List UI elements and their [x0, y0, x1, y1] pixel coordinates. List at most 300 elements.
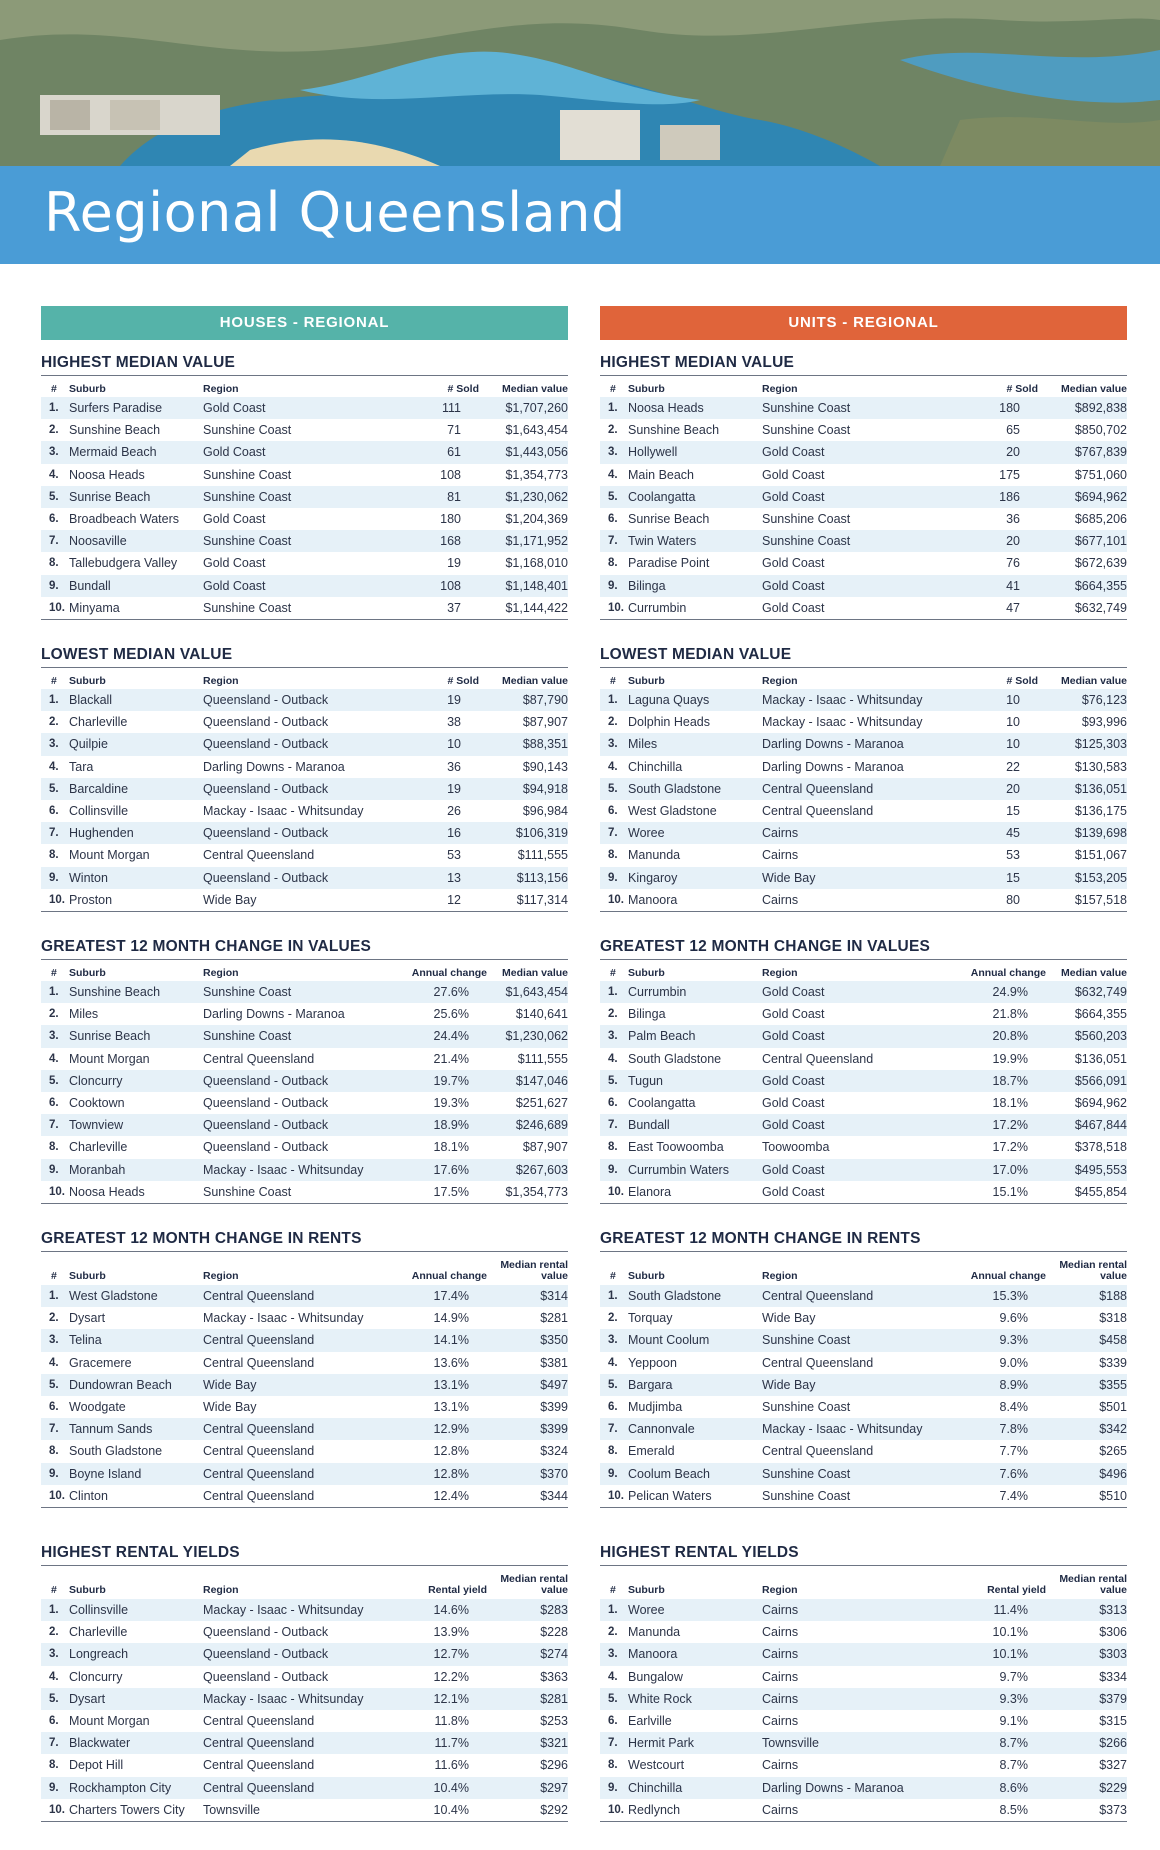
column-header: Region [762, 383, 798, 395]
rank-cell: 5. [41, 1070, 69, 1092]
metric-cell: 11.6% [434, 1758, 469, 1773]
region-cell: Central Queensland [203, 1444, 315, 1459]
table-row [41, 486, 568, 508]
region-cell: Gold Coast [203, 556, 266, 571]
metric-cell: 81 [399, 486, 487, 508]
metric-cell: 19 [399, 689, 487, 711]
table-row [600, 1003, 1127, 1025]
region-cell: Cairns [762, 822, 958, 844]
suburb-cell: Sunrise Beach [69, 1025, 203, 1047]
suburb-cell: Currumbin [628, 597, 762, 620]
rank-cell: 3. [41, 1025, 69, 1047]
value-cell: $136,175 [1074, 804, 1127, 819]
suburb-cell: Sunshine Beach [69, 423, 161, 438]
value-cell: $153,205 [1046, 867, 1127, 889]
region-cell: Cairns [762, 1625, 799, 1640]
rank-cell: 3. [600, 733, 628, 755]
metric-cell: 19.3% [433, 1096, 469, 1111]
region-cell: Mackay - Isaac - Whitsunday [203, 1599, 399, 1621]
value-cell: $378,518 [1074, 1140, 1127, 1155]
region-cell: Sunshine Coast [762, 1400, 851, 1415]
section-title: HIGHEST RENTAL YIELDS [600, 1544, 1127, 1566]
metric-cell: 76 [1006, 556, 1020, 571]
rank-cell: 2. [608, 716, 618, 729]
suburb-cell: Collinsville [69, 1599, 203, 1621]
column-header: # [51, 675, 57, 687]
table-row [41, 1643, 568, 1665]
section-title: GREATEST 12 MONTH CHANGE IN VALUES [600, 938, 1127, 960]
region-cell: Wide Bay [762, 1311, 816, 1326]
suburb-cell: Coolangatta [628, 486, 762, 508]
suburb-cell: Currumbin Waters [628, 1159, 762, 1181]
suburb-cell: Bargara [628, 1374, 762, 1396]
value-cell: $1,144,422 [487, 597, 568, 620]
rank-cell: 7. [41, 822, 69, 844]
table-row [41, 733, 568, 755]
suburb-cell: Cloncurry [69, 1669, 123, 1684]
region-cell: Central Queensland [203, 1051, 315, 1066]
table-row [41, 1396, 568, 1418]
value-cell: $1,443,056 [487, 441, 568, 463]
value-cell: $379 [1046, 1688, 1127, 1710]
region-cell: Central Queensland [203, 1485, 399, 1508]
table-row [600, 889, 1127, 912]
houses-column [41, 306, 568, 1817]
value-cell: $318 [1099, 1311, 1127, 1326]
rank-cell: 6. [49, 1401, 59, 1414]
suburb-cell: Quilpie [69, 733, 203, 755]
rank-cell: 6. [49, 1097, 59, 1110]
region-cell: Sunshine Coast [762, 397, 958, 419]
metric-cell: 17.5% [399, 1181, 487, 1204]
region-cell: Sunshine Coast [762, 1463, 958, 1485]
ranking-table [41, 668, 568, 912]
value-cell: $1,230,062 [487, 1025, 568, 1047]
table-row [600, 1643, 1127, 1665]
rank-cell: 3. [600, 1643, 628, 1665]
rank-cell: 3. [600, 1329, 628, 1351]
table-row [600, 1136, 1127, 1158]
suburb-cell: Kingaroy [628, 867, 762, 889]
suburb-cell: Redlynch [628, 1799, 762, 1822]
table-row [41, 1181, 568, 1204]
table-row [41, 530, 568, 552]
column-header: Median value [502, 675, 568, 687]
suburb-cell: Dysart [69, 1311, 106, 1326]
table-row [600, 1114, 1127, 1136]
suburb-cell: Sunshine Beach [628, 423, 720, 438]
houses-section-highest-rental-yields [41, 1544, 568, 1822]
value-cell: $1,707,260 [487, 397, 568, 419]
table-row [600, 464, 1127, 486]
region-cell: Darling Downs - Maranoa [762, 1777, 958, 1799]
rank-cell: 5. [41, 1688, 69, 1710]
column-header: Region [203, 967, 239, 979]
suburb-cell: Main Beach [628, 467, 695, 482]
ranking-table [41, 376, 568, 620]
metric-cell: 41 [958, 575, 1046, 597]
table-row [41, 1352, 568, 1374]
section-title: HIGHEST MEDIAN VALUE [600, 354, 1127, 376]
column-header: # [51, 1584, 57, 1596]
rank-cell: 7. [600, 530, 628, 552]
value-cell: $355 [1046, 1374, 1127, 1396]
region-cell: Gold Coast [762, 1096, 825, 1111]
value-cell: $672,639 [1074, 556, 1127, 571]
column-header: Suburb [628, 1270, 665, 1282]
suburb-cell: Mount Coolum [628, 1329, 762, 1351]
value-cell: $265 [1099, 1444, 1127, 1459]
suburb-cell: Twin Waters [628, 530, 762, 552]
table-row [41, 867, 568, 889]
metric-cell: 10.4% [399, 1799, 487, 1822]
region-cell: Queensland - Outback [203, 1070, 399, 1092]
houses-section-greatest-change-values [41, 938, 568, 1204]
metric-cell: 111 [399, 397, 487, 419]
rank-cell: 5. [41, 486, 69, 508]
region-cell: Queensland - Outback [203, 1140, 329, 1155]
column-header: # Sold [447, 383, 479, 395]
value-cell: $111,555 [517, 1051, 568, 1066]
value-cell: $677,101 [1046, 530, 1127, 552]
metric-cell: 45 [958, 822, 1046, 844]
value-cell: $344 [487, 1485, 568, 1508]
rank-cell: 10. [600, 597, 628, 620]
metric-cell: 15.1% [958, 1181, 1046, 1204]
metric-cell: 8.6% [958, 1777, 1046, 1799]
region-cell: Central Queensland [762, 1444, 874, 1459]
metric-cell: 19.7% [399, 1070, 487, 1092]
table-row [600, 1307, 1127, 1329]
rank-cell: 4. [608, 1052, 618, 1065]
metric-cell: 15.3% [958, 1285, 1046, 1307]
column-header: Annual change [411, 1270, 487, 1282]
rank-cell: 9. [600, 1777, 628, 1799]
region-cell: Queensland - Outback [203, 822, 399, 844]
suburb-cell: Woree [628, 1599, 762, 1621]
metric-cell: 9.1% [999, 1714, 1028, 1729]
column-header: Median value [502, 383, 568, 395]
table-row [600, 397, 1127, 419]
ranking-table [600, 668, 1127, 912]
table-row [600, 1710, 1127, 1732]
table-row [41, 1285, 568, 1307]
table-row [41, 397, 568, 419]
rank-cell: 5. [600, 486, 628, 508]
suburb-cell: Sunrise Beach [69, 486, 203, 508]
rank-cell: 9. [600, 867, 628, 889]
table-row [41, 1418, 568, 1440]
table-row [41, 1666, 568, 1688]
rank-cell: 6. [608, 513, 618, 526]
region-cell: Sunshine Coast [203, 981, 399, 1003]
rank-cell: 7. [600, 1418, 628, 1440]
suburb-cell: Palm Beach [628, 1025, 762, 1047]
ranking-table [41, 1252, 568, 1508]
region-cell: Gold Coast [762, 486, 958, 508]
region-cell: Sunshine Coast [203, 597, 399, 620]
metric-cell: 11.8% [434, 1714, 469, 1729]
value-cell: $566,091 [1046, 1070, 1127, 1092]
column-header: Suburb [69, 675, 106, 687]
rank-cell: 8. [49, 849, 59, 862]
value-cell: $303 [1046, 1643, 1127, 1665]
value-cell: $1,171,952 [487, 530, 568, 552]
value-cell: $315 [1099, 1714, 1127, 1729]
rank-cell: 5. [600, 1070, 628, 1092]
value-cell: $297 [487, 1777, 568, 1799]
metric-cell: 13.6% [433, 1355, 469, 1370]
region-cell: Central Queensland [203, 1777, 399, 1799]
metric-cell: 13.1% [399, 1374, 487, 1396]
table-row [600, 1621, 1127, 1643]
suburb-cell: Manoora [628, 1643, 762, 1665]
region-cell: Wide Bay [203, 889, 399, 912]
region-cell: Central Queensland [203, 1355, 315, 1370]
rank-cell: 10. [41, 597, 69, 620]
region-cell: Central Queensland [762, 1051, 874, 1066]
rank-cell: 8. [49, 1445, 59, 1458]
value-cell: $267,603 [487, 1159, 568, 1181]
region-cell: Sunshine Coast [203, 530, 399, 552]
rank-cell: 1. [41, 689, 69, 711]
rank-cell: 2. [49, 1008, 59, 1021]
suburb-cell: South Gladstone [628, 1051, 722, 1066]
table-row [41, 1710, 568, 1732]
value-cell: $253 [540, 1714, 568, 1729]
column-header: Region [762, 967, 798, 979]
rank-cell: 2. [49, 716, 59, 729]
table-row [41, 1307, 568, 1329]
suburb-cell: Laguna Quays [628, 689, 762, 711]
table-row [41, 1374, 568, 1396]
metric-cell: 10 [399, 733, 487, 755]
rank-cell: 1. [600, 1599, 628, 1621]
column-header: # [51, 383, 57, 395]
metric-cell: 19 [399, 778, 487, 800]
suburb-cell: South Gladstone [628, 1285, 762, 1307]
suburb-cell: Bungalow [628, 1669, 683, 1684]
ranking-table [41, 1566, 568, 1822]
value-cell: $90,143 [522, 759, 568, 774]
region-cell: Wide Bay [203, 1400, 257, 1415]
region-cell: Sunshine Coast [203, 1181, 399, 1204]
table-row [600, 1352, 1127, 1374]
table-row [41, 1136, 568, 1158]
value-cell: $151,067 [1074, 848, 1127, 863]
section-title: LOWEST MEDIAN VALUE [600, 646, 1127, 668]
metric-cell: 24.9% [958, 981, 1046, 1003]
rank-cell: 6. [608, 1401, 618, 1414]
table-row [600, 1688, 1127, 1710]
column-header: # [51, 967, 57, 979]
rank-cell: 1. [41, 1599, 69, 1621]
value-cell: $1,168,010 [505, 556, 568, 571]
region-cell: Mackay - Isaac - Whitsunday [203, 1311, 364, 1326]
metric-cell: 80 [958, 889, 1046, 912]
table-row [600, 575, 1127, 597]
value-cell: $188 [1046, 1285, 1127, 1307]
region-cell: Sunshine Coast [762, 423, 851, 438]
metric-cell: 8.4% [999, 1400, 1028, 1415]
table-row [600, 486, 1127, 508]
value-cell: $685,206 [1074, 512, 1127, 527]
rank-cell: 1. [600, 981, 628, 1003]
value-cell: $1,204,369 [505, 512, 568, 527]
suburb-cell: Gracemere [69, 1355, 132, 1370]
metric-cell: 12.2% [433, 1669, 469, 1684]
column-header: Median rental value [1059, 1259, 1127, 1282]
value-cell: $1,643,454 [487, 981, 568, 1003]
value-cell: $113,156 [487, 867, 568, 889]
metric-cell: 37 [399, 597, 487, 620]
column-header: Region [762, 675, 798, 687]
rank-cell: 3. [41, 1643, 69, 1665]
rank-cell: 8. [608, 1759, 618, 1772]
table-row [600, 689, 1127, 711]
column-header: Region [203, 1270, 239, 1282]
column-header: Region [762, 1584, 798, 1596]
suburb-cell: Paradise Point [628, 556, 710, 571]
rank-cell: 9. [600, 1159, 628, 1181]
table-row [41, 1440, 568, 1462]
table-row [600, 1463, 1127, 1485]
rank-cell: 6. [608, 805, 618, 818]
table-row [41, 441, 568, 463]
region-cell: Central Queensland [203, 1714, 315, 1729]
metric-cell: 10 [958, 689, 1046, 711]
table-row [600, 530, 1127, 552]
suburb-cell: South Gladstone [69, 1444, 163, 1459]
rank-cell: 10. [600, 1485, 628, 1508]
value-cell: $496 [1046, 1463, 1127, 1485]
metric-cell: 53 [1006, 848, 1020, 863]
table-row [41, 711, 568, 733]
rank-cell: 9. [600, 1463, 628, 1485]
metric-cell: 17.2% [992, 1140, 1028, 1155]
table-row [600, 1599, 1127, 1621]
value-cell: $1,354,773 [505, 467, 568, 482]
rank-cell: 5. [600, 1688, 628, 1710]
column-header: # Sold [1006, 383, 1038, 395]
suburb-cell: Cloncurry [69, 1070, 203, 1092]
metric-cell: 108 [399, 575, 487, 597]
rank-cell: 2. [608, 1626, 618, 1639]
rank-cell: 3. [600, 441, 628, 463]
metric-cell: 12.8% [399, 1463, 487, 1485]
value-cell: $458 [1046, 1329, 1127, 1351]
suburb-cell: Hermit Park [628, 1732, 762, 1754]
metric-cell: 14.1% [399, 1329, 487, 1351]
column-header: Annual change [411, 967, 487, 979]
table-row [600, 756, 1127, 778]
table-row [41, 778, 568, 800]
region-cell: Sunshine Coast [203, 467, 292, 482]
rank-cell: 4. [49, 1356, 59, 1369]
rank-cell: 10. [600, 889, 628, 912]
metric-cell: 11.4% [958, 1599, 1046, 1621]
column-header: Rental yield [428, 1584, 487, 1596]
rank-cell: 8. [49, 1141, 59, 1154]
value-cell: $281 [540, 1311, 568, 1326]
units-banner: UNITS - REGIONAL [600, 306, 1127, 340]
region-cell: Central Queensland [203, 1418, 399, 1440]
value-cell: $1,643,454 [505, 423, 568, 438]
suburb-cell: Bundall [628, 1114, 762, 1136]
column-header: # [610, 1270, 616, 1282]
region-cell: Cairns [762, 1758, 799, 1773]
column-header: Median value [1061, 383, 1127, 395]
suburb-cell: Winton [69, 867, 203, 889]
rank-cell: 9. [41, 867, 69, 889]
suburb-cell: Hollywell [628, 441, 762, 463]
metric-cell: 12.4% [399, 1485, 487, 1508]
suburb-cell: West Gladstone [628, 804, 717, 819]
rank-cell: 10. [41, 889, 69, 912]
rank-cell: 9. [41, 575, 69, 597]
metric-cell: 36 [447, 759, 461, 774]
rank-cell: 5. [41, 1374, 69, 1396]
metric-cell: 180 [440, 512, 461, 527]
value-cell: $296 [540, 1758, 568, 1773]
value-cell: $117,314 [487, 889, 568, 912]
rank-cell: 4. [608, 468, 618, 481]
rank-cell: 4. [49, 760, 59, 773]
units-section-greatest-change-values [600, 938, 1127, 1204]
column-header: # [610, 383, 616, 395]
table-row [600, 1025, 1127, 1047]
value-cell: $139,698 [1046, 822, 1127, 844]
region-cell: Central Queensland [203, 1463, 399, 1485]
table-row [600, 1396, 1127, 1418]
rank-cell: 4. [49, 468, 59, 481]
metric-cell: 36 [1006, 512, 1020, 527]
region-cell: Gold Coast [762, 1007, 825, 1022]
suburb-cell: Bundall [69, 575, 203, 597]
column-header: # Sold [1006, 675, 1038, 687]
section-title: HIGHEST RENTAL YIELDS [41, 1544, 568, 1566]
suburb-cell: Manoora [628, 889, 762, 912]
region-cell: Sunshine Coast [203, 1025, 399, 1047]
value-cell: $339 [1099, 1355, 1127, 1370]
table-row [600, 1374, 1127, 1396]
table-row [41, 1070, 568, 1092]
value-cell: $274 [487, 1643, 568, 1665]
metric-cell: 8.7% [999, 1758, 1028, 1773]
value-cell: $229 [1046, 1777, 1127, 1799]
table-row [41, 1599, 568, 1621]
metric-cell: 7.7% [999, 1444, 1028, 1459]
value-cell: $130,583 [1074, 759, 1127, 774]
value-cell: $157,518 [1046, 889, 1127, 912]
metric-cell: 108 [440, 467, 461, 482]
table-row [600, 597, 1127, 620]
metric-cell: 24.4% [399, 1025, 487, 1047]
metric-cell: 186 [958, 486, 1046, 508]
value-cell: $76,123 [1046, 689, 1127, 711]
metric-cell: 7.6% [958, 1463, 1046, 1485]
rank-cell: 3. [41, 1329, 69, 1351]
table-row [41, 1621, 568, 1643]
table-row [41, 575, 568, 597]
metric-cell: 17.0% [958, 1159, 1046, 1181]
suburb-cell: White Rock [628, 1688, 762, 1710]
region-cell: Sunshine Coast [762, 1329, 958, 1351]
suburb-cell: Bilinga [628, 575, 762, 597]
metric-cell: 12.1% [399, 1688, 487, 1710]
rank-cell: 7. [41, 1418, 69, 1440]
region-cell: Cairns [762, 1688, 958, 1710]
